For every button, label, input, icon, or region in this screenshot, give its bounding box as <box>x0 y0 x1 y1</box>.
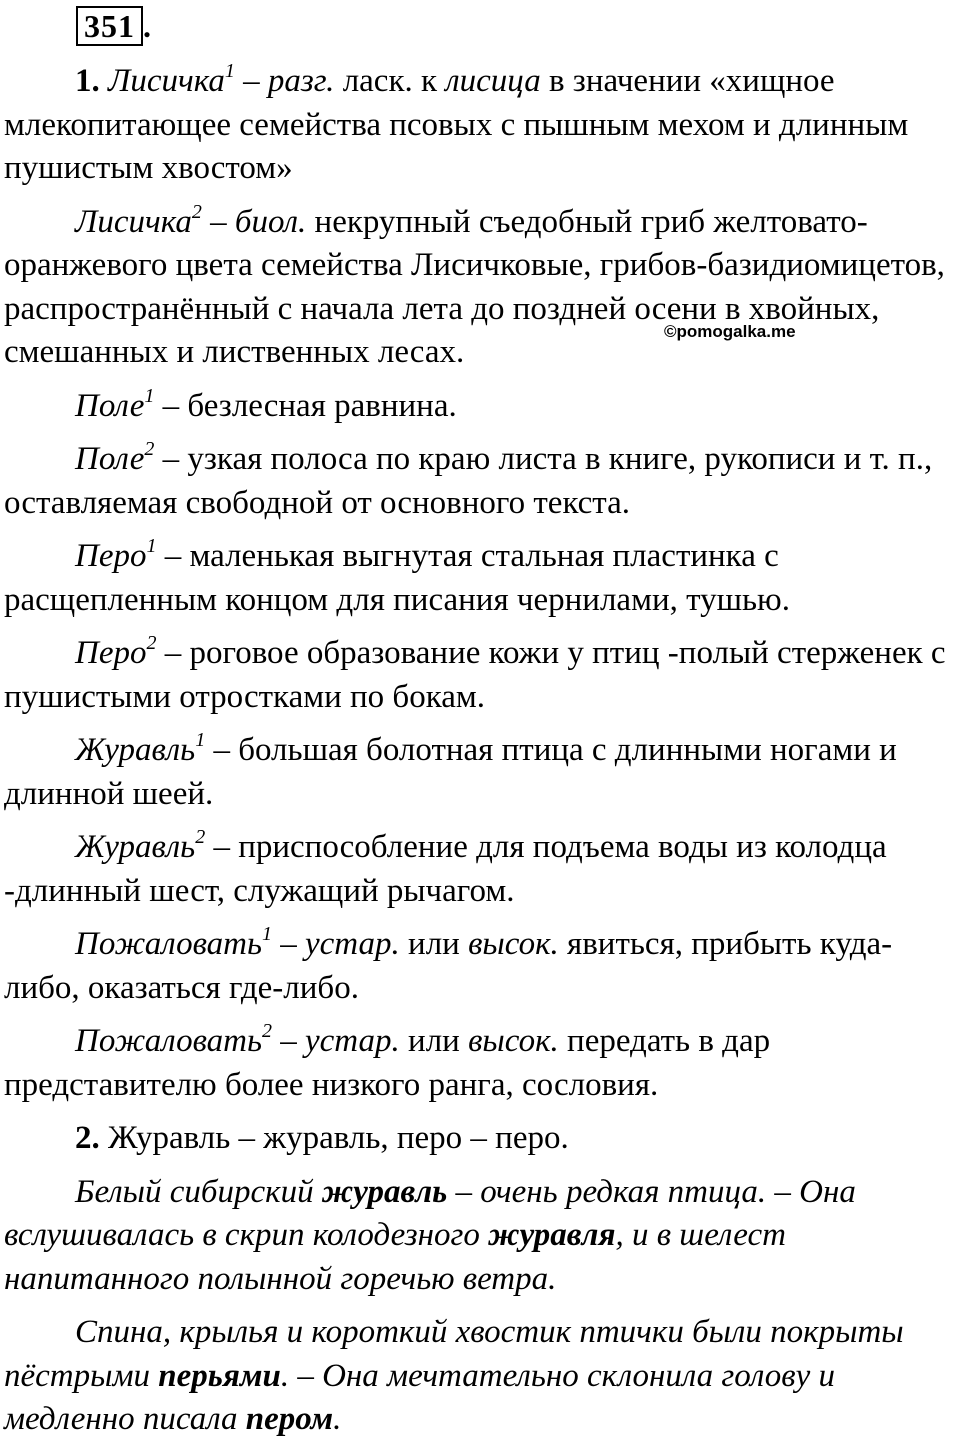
homonym-index: 2 <box>146 632 157 654</box>
homonym-index: 2 <box>191 200 202 223</box>
definition-zhuravl-2 <box>4 826 960 913</box>
example-text: Белый сибирский <box>75 1173 322 1210</box>
headword: Лисичка <box>75 203 192 240</box>
example-text: Спина, крылья и короткий хвостик птички были покрыты пёстрыми <box>4 1314 904 1394</box>
usage-mark: – биол. <box>201 203 307 240</box>
answer-text <box>4 60 960 1452</box>
definition-pero-2 <box>4 632 960 719</box>
usage-mark: – устар. <box>272 926 400 962</box>
definition-text: – приспособление для подъема воды из колодца -длинный шест, служащий рычагом. <box>4 829 887 909</box>
homonym-index: 2 <box>262 1020 273 1042</box>
headword: Поле <box>75 387 145 424</box>
definition-lisichka-2 <box>4 201 960 375</box>
example-sentence-zhuravl <box>4 1171 960 1302</box>
watermark: ©pomogalka.me <box>664 322 796 341</box>
definition-text: явиться, прибыть куда-либо, оказаться где-либо. <box>4 926 893 1006</box>
definition-text: – безлесная равнина. <box>154 387 457 424</box>
usage-mark: – устар. <box>272 1023 400 1059</box>
headword: Перо <box>75 538 147 574</box>
definition-text: – роговое образование кожи у птиц -полый стерженек с пушистыми отростками по бокам. <box>4 635 946 715</box>
part-number: 2. <box>75 1120 100 1156</box>
definition-pole-2 <box>4 438 960 525</box>
homonym-index: 1 <box>195 729 206 751</box>
definition-pozhalovat-2 <box>4 1020 960 1107</box>
headword: Лисичка <box>108 63 225 99</box>
highlighted-word: перьями <box>158 1357 281 1394</box>
headword: Пожаловать <box>75 1023 263 1059</box>
example-sentence-pero <box>4 1311 960 1442</box>
example-text: . – Она мечтательно склонила голову и медленно писала <box>4 1357 835 1437</box>
definition-text: некрупный съедобный гриб желтовато-оранжевого цвета семейства Лисичковые, грибов-базидиомицетов, распространённый с начала лета до поздней осени в хвойных, смешанных и лиственных лесах. <box>4 203 945 370</box>
headword: Перо <box>75 635 147 671</box>
definition-pole-1 <box>4 385 960 429</box>
definition-text: – узкая полоса по краю листа в книге, рукописи и т. п., оставляемая свободной от основного текста. <box>4 441 933 521</box>
headword: Поле <box>75 441 145 477</box>
example-text: . <box>333 1401 342 1437</box>
definition-text: передать в дар представителю более низкого ранга, сословия. <box>4 1023 771 1103</box>
highlighted-word: пером <box>245 1401 334 1437</box>
example-text: , и в шелест напитанного полынной горечью ветра. <box>4 1217 786 1297</box>
definition-text: – большая болотная птица с длинными ногами и длинной шеей. <box>4 732 897 812</box>
reference-word: лисица <box>445 63 541 99</box>
definition-zhuravl-1 <box>4 729 960 816</box>
usage-mark: высок. <box>468 926 559 962</box>
definition-text: или <box>399 926 469 962</box>
definition-text: в значении «хищное млекопитающее семейства псовых с пышным мехом и длинным пушистым хвостом» <box>4 63 909 186</box>
definition-text: – маленькая выгнутая стальная пластинка с расщепленным концом для писания чернилами, тушью. <box>4 538 790 618</box>
usage-mark: высок. <box>468 1023 559 1059</box>
exercise-number: 351 <box>76 6 143 46</box>
definition-pero-1 <box>4 535 960 622</box>
homonym-index: 2 <box>195 826 206 848</box>
highlighted-word: журавля <box>488 1217 616 1253</box>
homonym-index: 1 <box>144 384 155 407</box>
homonym-index: 1 <box>224 60 235 82</box>
homonym-index: 1 <box>146 535 157 557</box>
example-text: – очень редкая птица. – Она вслушивалась в скрип колодезного <box>4 1173 856 1253</box>
headword: Журавль <box>75 829 196 865</box>
exercise-number-dot: . <box>143 8 151 44</box>
highlighted-word: журавль <box>321 1173 448 1210</box>
definition-pozhalovat-1 <box>4 923 960 1010</box>
definition-text: ласк. к <box>334 63 446 99</box>
usage-mark: – разг. <box>234 63 335 99</box>
homonym-index: 1 <box>262 923 273 945</box>
headword: Журавль <box>75 732 196 768</box>
definition-text: или <box>399 1023 469 1059</box>
part-number: 1. <box>75 63 100 99</box>
homonym-index: 2 <box>144 438 155 460</box>
answer-text-line: Журавль – журавль, перо – перо. <box>99 1120 569 1156</box>
headword: Пожаловать <box>75 926 263 962</box>
definition-lisichka-1 <box>4 60 960 191</box>
part-2-answer <box>4 1117 960 1161</box>
exercise-header <box>76 6 151 48</box>
